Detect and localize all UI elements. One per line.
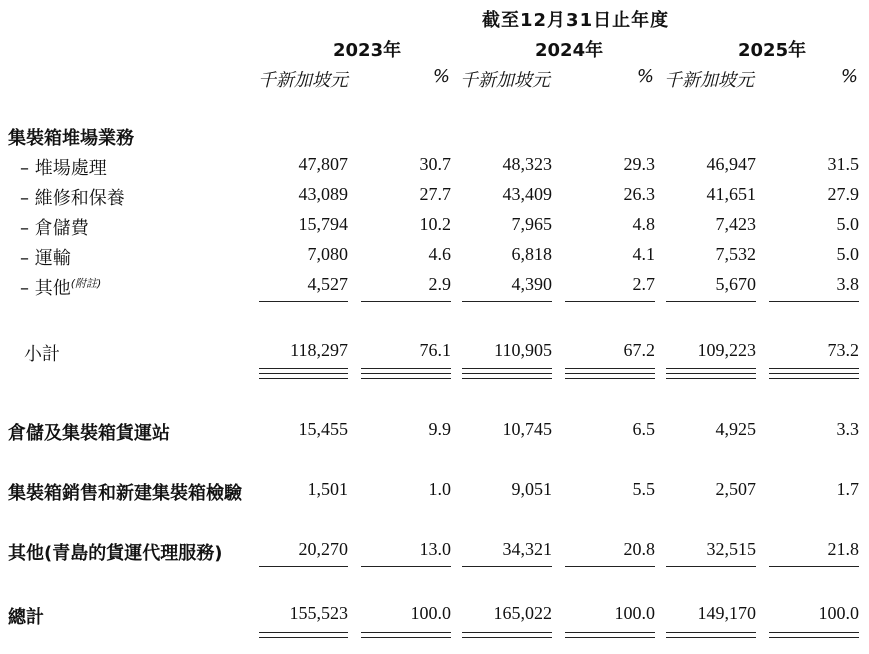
cell-amount-2024: 4,390 [511,274,552,294]
rule-total-double [361,637,451,638]
rule-single [666,566,756,567]
rule-subtotal-double [361,373,451,374]
rule-single [259,566,348,567]
rule-total-double [666,632,756,633]
rule-subtotal-double [462,373,552,374]
rule-total-double [462,637,552,638]
rule-subtotal-double [259,368,348,369]
cell-pct-2023: 13.0 [419,539,451,559]
cell-pct-2024: 2.7 [632,274,655,294]
rule-total-double [565,632,655,633]
cell-pct-2025: 27.9 [827,184,859,204]
row-label-text: 小計 [24,344,60,365]
rule-total-double [361,632,451,633]
rule-total-double [666,637,756,638]
rule-subtotal-double [259,378,348,379]
cell-amount-2024: 43,409 [502,184,552,204]
rule-single [565,566,655,567]
rule-subtotal-double [769,373,859,374]
row-label [20,184,125,210]
rule-subtotal-double [361,378,451,379]
row-label [24,340,60,366]
cell-pct-2025: 3.3 [836,419,859,439]
cell-pct-2024: 4.8 [632,214,655,234]
row-label [20,274,101,300]
cell-amount-2025: 4,925 [715,419,756,439]
rule-single [462,566,552,567]
cell-amount-2023: 47,807 [298,154,348,174]
cell-pct-2025: 5.0 [836,244,859,264]
cell-pct-2024: 4.1 [632,244,655,264]
cell-amount-2024: 7,965 [511,214,552,234]
rule-total-double [259,632,348,633]
row-label [8,124,134,150]
cell-pct-2024: 20.8 [623,539,655,559]
rule-subtotal-double [565,368,655,369]
rule-subtotal-double [769,378,859,379]
period-header: 截至12月31日止年度 [482,10,670,31]
row-label-text: 集裝箱銷售和新建集裝箱檢驗 [8,483,242,504]
rule-subtotal-double [666,368,756,369]
cell-pct-2025: 5.0 [836,214,859,234]
rule-subtotal-double [565,373,655,374]
unit-amount-2023: 千新加坡元 [258,70,348,91]
rule-subtotal-double [666,378,756,379]
cell-amount-2023: 118,297 [290,340,348,360]
year-2025-header: 2025年 [738,40,807,61]
rule-single [462,301,552,302]
cell-pct-2025: 100.0 [818,603,859,623]
cell-amount-2023: 15,794 [298,214,348,234]
cell-amount-2025: 149,170 [697,603,756,623]
cell-amount-2025: 2,507 [715,479,756,499]
rule-subtotal-double [259,373,348,374]
cell-amount-2025: 46,947 [706,154,756,174]
rule-single [361,301,451,302]
cell-pct-2025: 3.8 [836,274,859,294]
rule-total-double [769,637,859,638]
cell-pct-2024: 26.3 [623,184,655,204]
cell-amount-2023: 20,270 [298,539,348,559]
cell-pct-2025: 73.2 [827,340,859,360]
row-label-text: 其他(青島的貨運代理服務) [8,543,223,564]
cell-pct-2023: 9.9 [428,419,451,439]
cell-amount-2023: 7,080 [307,244,348,264]
rule-total-double [769,632,859,633]
unit-pct-2025: % [840,66,858,87]
note-marker: (附註) [70,277,102,290]
cell-pct-2023: 2.9 [428,274,451,294]
row-label-text: – 維修和保養 [20,188,125,209]
row-label-text: – 堆場處理 [20,158,107,179]
cell-pct-2023: 10.2 [419,214,451,234]
unit-pct-2023: % [432,66,450,87]
cell-pct-2024: 67.2 [623,340,655,360]
rule-total-double [565,637,655,638]
rule-total-double [259,637,348,638]
row-label [20,214,89,240]
rule-subtotal-double [666,373,756,374]
row-label [8,479,242,505]
cell-pct-2025: 21.8 [827,539,859,559]
cell-amount-2023: 155,523 [289,603,348,623]
rule-total-double [462,632,552,633]
cell-amount-2025: 41,651 [706,184,756,204]
cell-amount-2025: 7,532 [715,244,756,264]
cell-amount-2024: 110,905 [494,340,552,360]
cell-amount-2024: 165,022 [493,603,552,623]
cell-amount-2023: 15,455 [298,419,348,439]
cell-pct-2023: 76.1 [419,340,451,360]
cell-pct-2024: 29.3 [623,154,655,174]
cell-amount-2024: 34,321 [502,539,552,559]
rule-single [769,301,859,302]
row-label-text: – 運輸 [20,248,71,269]
cell-amount-2025: 109,223 [697,340,756,360]
cell-amount-2023: 4,527 [307,274,348,294]
cell-amount-2024: 9,051 [511,479,552,499]
row-label-text: – 其他 [20,278,71,299]
cell-amount-2024: 48,323 [502,154,552,174]
cell-pct-2023: 4.6 [428,244,451,264]
cell-amount-2023: 43,089 [298,184,348,204]
row-label-text: – 倉儲費 [20,218,89,239]
row-label [8,419,170,445]
cell-amount-2025: 32,515 [706,539,756,559]
unit-pct-2024: % [636,66,654,87]
rule-subtotal-double [462,368,552,369]
cell-pct-2023: 27.7 [419,184,451,204]
unit-amount-2025: 千新加坡元 [664,70,754,91]
rule-single [361,566,451,567]
year-2023-header: 2023年 [333,40,402,61]
unit-amount-2024: 千新加坡元 [460,70,550,91]
rule-subtotal-double [361,368,451,369]
cell-amount-2024: 10,745 [502,419,552,439]
rule-single [666,301,756,302]
rule-single [565,301,655,302]
cell-amount-2023: 1,501 [307,479,348,499]
row-label [20,244,71,270]
cell-pct-2023: 30.7 [419,154,451,174]
row-label-text: 集裝箱堆場業務 [8,128,134,149]
cell-pct-2024: 6.5 [632,419,655,439]
cell-amount-2025: 7,423 [715,214,756,234]
rule-single [769,566,859,567]
rule-subtotal-double [565,378,655,379]
row-label [20,154,107,180]
cell-pct-2025: 31.5 [827,154,859,174]
rule-subtotal-double [769,368,859,369]
rule-single [259,301,348,302]
row-label [8,603,44,629]
cell-pct-2025: 1.7 [836,479,859,499]
cell-amount-2025: 5,670 [715,274,756,294]
year-2024-header: 2024年 [535,40,604,61]
row-label [8,539,222,565]
row-label-text: 總計 [8,607,44,628]
cell-amount-2024: 6,818 [511,244,552,264]
cell-pct-2023: 1.0 [428,479,451,499]
cell-pct-2024: 5.5 [632,479,655,499]
row-label-text: 倉儲及集裝箱貨運站 [8,423,170,444]
cell-pct-2024: 100.0 [614,603,655,623]
rule-subtotal-double [462,378,552,379]
cell-pct-2023: 100.0 [410,603,451,623]
